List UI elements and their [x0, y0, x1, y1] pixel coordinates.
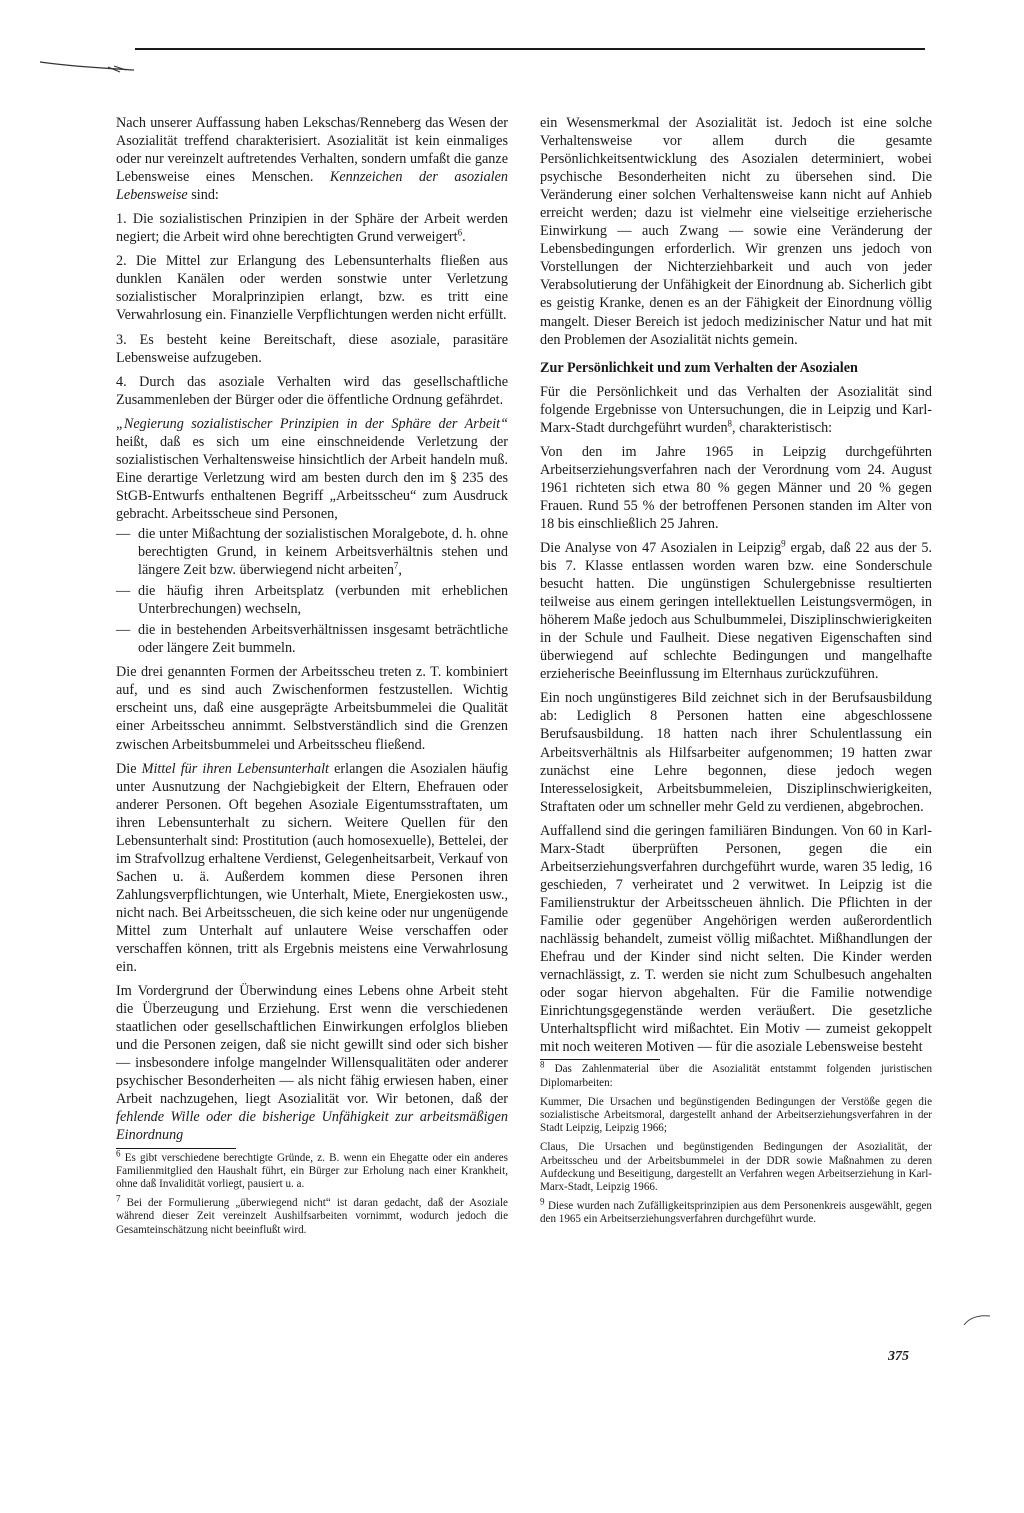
footnote-ref-7: 7: [393, 560, 399, 571]
list-item: — die häufig ihren Arbeitsplatz (verbunden mit erheblichen Unterbrechungen) wechseln,: [116, 582, 508, 618]
footnote-7: [116, 1193, 508, 1237]
footnote-number: 7: [116, 1193, 121, 1204]
means-paragraph: [116, 760, 508, 977]
overcome-emphasis: fehlende Wille oder die bisherige Unfähigkeit zur arbeitsmäßigen Einordnung: [116, 1109, 508, 1144]
means-emphasis: Mittel für ihren Lebensunterhalt: [141, 760, 329, 777]
footnote-ref-9: 9: [781, 538, 786, 549]
footnote-9: [540, 1196, 932, 1226]
page-number: 375: [888, 1349, 909, 1364]
footnote-ref-8: 8: [727, 417, 733, 428]
list-item-end: ,: [398, 562, 402, 579]
intro-end: sind:: [187, 187, 219, 204]
negation-paragraph: [116, 415, 508, 523]
negation-emphasis: „Negierung sozialistischer Prinzipien in der Sphäre der Arbeit“: [116, 415, 508, 432]
negation-text: heißt, daß es sich um eine einschneidende Verletzung der sozialistischen Verhaltensweise hinsichtlich der Arbeit handeln muß. Eine derartige Verletzung wird am besten durch den im § 235 des StGB-Entwurfs enthaltenen Begriff „Arbeitsscheu“ zum Ausdruck gebracht. Arbeitsscheue sind Personen,: [116, 433, 508, 522]
footnote-number: 6: [116, 1147, 121, 1158]
analysis-paragraph: [540, 539, 932, 683]
point-1-end: .: [462, 229, 466, 246]
results-intro-text: Für die Persönlichkeit und das Verhalten der Asozialität sind folgende Ergebnisse von Untersuchungen, die in Leipzig und Karl-Marx-Stadt durchgeführt wurden: [540, 383, 932, 436]
footnote-8: [540, 1059, 932, 1089]
footnote-text: Diese wurden nach Zufälligkeitsprinzipien aus dem Personenkreis ausgewählt, gegen den 1965 ein Arbeitserziehungsverfahren durchgeführt wurde.: [540, 1200, 932, 1226]
results-intro-end: , charakteristisch:: [732, 419, 833, 436]
analysis-start: Die Analyse von 47 Asozialen in Leipzig: [540, 539, 782, 556]
footnote-8-source-b: Claus, Die Ursachen und begünstigenden Bedingungen der Asozialität, der Arbeitsscheu und der Arbeitsbummelei in der DDR sowie Maßnahmen zu deren Aufdeckung und Beseitigung, dargestellt an Verfahren wegen Arbeitserziehung in Karl-Marx-Stadt, Leipzig 1966.: [540, 1141, 932, 1193]
overcome-paragraph: [116, 982, 508, 1144]
intro-emphasis: Kennzeichen der asozialen Lebensweise: [116, 169, 509, 204]
continuation-paragraph: ein Wesensmerkmal der Asozialität ist. Jedoch ist eine solche Verhaltensweise vor allem durch die gesamte Persönlichkeitsentwicklung des Asozialen determiniert, wobei psychische Besonderheiten nicht zu übersehen sind. Die Veränderung einer solchen Verhaltensweise kann nicht auf Anhieb erreicht werden; dazu ist vielmehr eine vielseitige erzieherische Einwirkung — auch Zwang — sowie eine Veränderung der Lebensbedingungen erforderlich. Wir grenzen uns jedoch von Vorstellungen der Nichterziehbarkeit und auch von jeder Verabsolutierung der Unfähigkeit der Einordnung ab. Sicherlich gibt es geistig Kranke, denen es an der Fähigkeit der Einordnung völlig mangelt. Dieser Bereich ist jedoch medizinischer Natur und hat mit den Problemen der Asozialität nichts gemein.: [540, 115, 932, 348]
pencil-mark-icon: [962, 1313, 992, 1327]
overcome-text: Im Vordergrund der Überwindung eines Lebens ohne Arbeit steht die Überzeugung und Erziehung. Erst wenn die verschiedenen staatlichen oder gesellschaftlichen Einwirkungen erfolglos blieben und die Personen zeigen, daß sie nicht gewillt sind oder sich bisher — insbesondere infolge mangelnder Willensqualitäten oder anderer psychischer Besonderheiten — als nicht fähig erwiesen haben, einer Arbeit nachzugehen, liegt Asozialität vor. Wir betonen, daß der: [116, 983, 508, 1108]
point-3: 3. Es besteht keine Bereitschaft, diese asoziale, parasitäre Lebensweise aufzugeben.: [116, 331, 508, 366]
point-1: [116, 210, 508, 246]
pencil-mark-icon: [38, 58, 138, 78]
footnote-ref-6: 6: [457, 227, 463, 238]
footnote-text: Das Zahlenmaterial über die Asozialität entstammt folgenden juristischen Diplomarbeiten:: [540, 1063, 932, 1089]
footnote-8-source-a: Kummer, Die Ursachen und begünstigenden Bedingungen der Verstöße gegen die sozialistische Arbeitsmoral, dargestellt anhand der Arbeitserziehungsverfahren in der Stadt Leipzig, Leipzig 1966;: [540, 1095, 932, 1135]
right-column: [540, 114, 932, 1233]
results-intro: [540, 383, 932, 437]
intro-text: Nach unserer Auffassung haben Lekschas/Renneberg das Wesen der Asozialität treffend charakterisiert. Asozialität ist kein einmaliges oder nur vereinzelt auftretendes Verhalten, sondern umfaßt die ganze Lebensweise eines Menschen.: [116, 115, 508, 186]
left-column: [116, 114, 508, 1243]
footnote-number: 8: [540, 1059, 545, 1070]
means-text: erlangen die Asozialen häufig unter Ausnutzung der Nachgiebigkeit der Eltern, Ehefrauen oder anderer Personen. Oft begehen Asoziale Eigentumsstraftaten, um ihren Lebensunterhalt zu sichern. Weitere Quellen für den Lebensunterhalt sind: Prostitution (auch homosexuelle), Bettelei, der im Strafvollzug erhaltene Verdienst, Gelegenheitsarbeit, Verkauf von Sachen u. ä. Außerdem kommen diese Personen ihren Zahlungsverpflichtungen, wie Unterhalt, Miete, Energiekosten usw., nicht nach. Bei Arbeitsscheuen, die sich keine oder nur ungenügende Mittel zum Unterhalt auf unlautere Weise verschaffen oder verschaffen können, tritt als Ergebnis meistens eine Verwahrlosung ein.: [116, 760, 508, 976]
footnote-rule: [116, 1148, 236, 1149]
family-paragraph: Auffallend sind die geringen familiären Bindungen. Von 60 in Karl-Marx-Stadt überprüften Personen, gegen die ein Arbeitserziehungsverfahren durchgeführt wurde, waren 35 ledig, 16 geschieden, 7 verheiratet und 2 verwitwet. In Leipzig ist die Familienstruktur der Arbeitsscheuen ähnlich. Die Pflichten in der Familie oder gegenüber Angehörigen werden außerordentlich nachlässig behandelt, zumeist völlig mißachtet. Mißhandlungen der Ehefrau und der Kinder sind nicht selten. Die Kinder werden vernachlässigt, z. T. werden sie nicht zum Schulbesuch angehalten oder sogar hiervon abgehalten. Für die Familie notwendige Einrichtungsgegenstände werden veräußert. Die gesetzliche Unterhaltspflicht wird mißachtet. Ein Motiv — zumeist gekoppelt mit noch weiteren Motiven — für die asoziale Lebensweise besteht: [540, 822, 932, 1056]
means-start: Die: [116, 760, 142, 777]
list-item: [116, 525, 508, 579]
analysis-text: ergab, daß 22 aus der 5. bis 7. Klasse entlassen worden waren bzw. eine Sonderschule besucht hatten. Die ungünstigen Schulergebnisse resultierten teilweise aus einem geringen intellektuellen Leistungsvermögen, in höherem Maße jedoch aus Schulbummelei, Disziplinschwierigkeiten in der Schule und Faulheit. Diese negativen Eigenschaften sind überwiegend auf schlechte Bedingungen und mangelhafte erzieherische Beeinflussung im Elternhaus zurückzuführen.: [540, 539, 932, 683]
footnote-number: 9: [540, 1196, 545, 1207]
section-heading: Zur Persönlichkeit und zum Verhalten der Asozialen: [540, 359, 858, 376]
point-4: 4. Durch das asoziale Verhalten wird das gesellschaftliche Zusammenleben der Bürger oder die öffentliche Ordnung gefährdet.: [116, 373, 508, 408]
intro-paragraph: [116, 114, 508, 204]
footnote-text: Es gibt verschiedene berechtigte Gründe, z. B. wenn ein Ehegatte oder ein anderes Familienmitglied den Haushalt führt, ein Bürger zur Erholung nach einer Krankheit, ohne daß Invalidität vorliegt, pausiert u. a.: [116, 1151, 508, 1190]
point-2: 2. Die Mittel zur Erlangung des Lebensunterhalts fließen aus dunklen Kanälen oder werden sonstwie unter Verletzung sozialistischer Moralprinzipien erlangt, bzw. es tritt eine Verwahrlosung ein. Finanzielle Verpflichtungen werden nicht erfüllt.: [116, 253, 508, 324]
training-paragraph: Ein noch ungünstigeres Bild zeichnet sich in der Berufsausbildung ab: Lediglich 8 Personen hatten eine abgeschlossene Berufsausbildung. 18 hatten nach ihrer Schulentlassung ein Arbeitsverhältnis als Hilfsarbeiter aufgenommen; 19 hatten zwar zunächst eine Lehre begonnen, diese jedoch wegen Interesselosigkeit, Arbeitsbummeleien, Disziplinschwierigkeiten, Straftaten oder um schneller mehr Geld zu verdienen, abgebrochen.: [540, 690, 932, 815]
list-item-text: die unter Mißachtung der sozialistischen Moralgebote, d. h. ohne berechtigten Grund, in keinem Arbeitsverhältnis stehen und längere Zeit bzw. überwiegend nicht arbeiten: [138, 525, 508, 579]
footnote-6: [116, 1147, 508, 1192]
statistics-paragraph: Von den im Jahre 1965 in Leipzig durchgeführten Arbeitserziehungsverfahren nach der Verordnung vom 24. August 1961 richteten sich etwa 80 % gegen Männer und 20 % gegen Frauen. Rund 55 % der betroffenen Personen standen im Alter von 18 bis einschließlich 25 Jahren.: [540, 443, 932, 532]
arbeitsscheu-list: [116, 525, 508, 657]
footnote-text: Bei der Formulierung „überwiegend nicht“ ist daran gedacht, daß der Asoziale während dieser Zeit vereinzelt Aushilfsarbeiten vornimmt, wodurch jedoch die Gesamteinschätzung nicht beeinflußt wird.: [116, 1197, 508, 1236]
top-rule: [135, 48, 925, 50]
footnote-rule: [540, 1059, 660, 1060]
list-item: — die in bestehenden Arbeitsverhältnissen insgesamt beträchtliche oder längere Zeit bummeln.: [116, 621, 508, 657]
forms-paragraph: Die drei genannten Formen der Arbeitsscheu treten z. T. kombiniert auf, und es sind auch Zwischenformen festzustellen. Wichtig erscheint uns, daß eine ausgeprägte Arbeitsbummelei die Qualität einer Arbeitsscheu annimmt. Selbstverständlich sind die Grenzen zwischen Arbeitsbummelei und Arbeitsscheu fließend.: [116, 664, 508, 753]
point-1-text: 1. Die sozialistischen Prinzipien in der Sphäre der Arbeit werden negiert; die Arbeit wird ohne berechtigten Grund verweigert: [116, 211, 508, 246]
